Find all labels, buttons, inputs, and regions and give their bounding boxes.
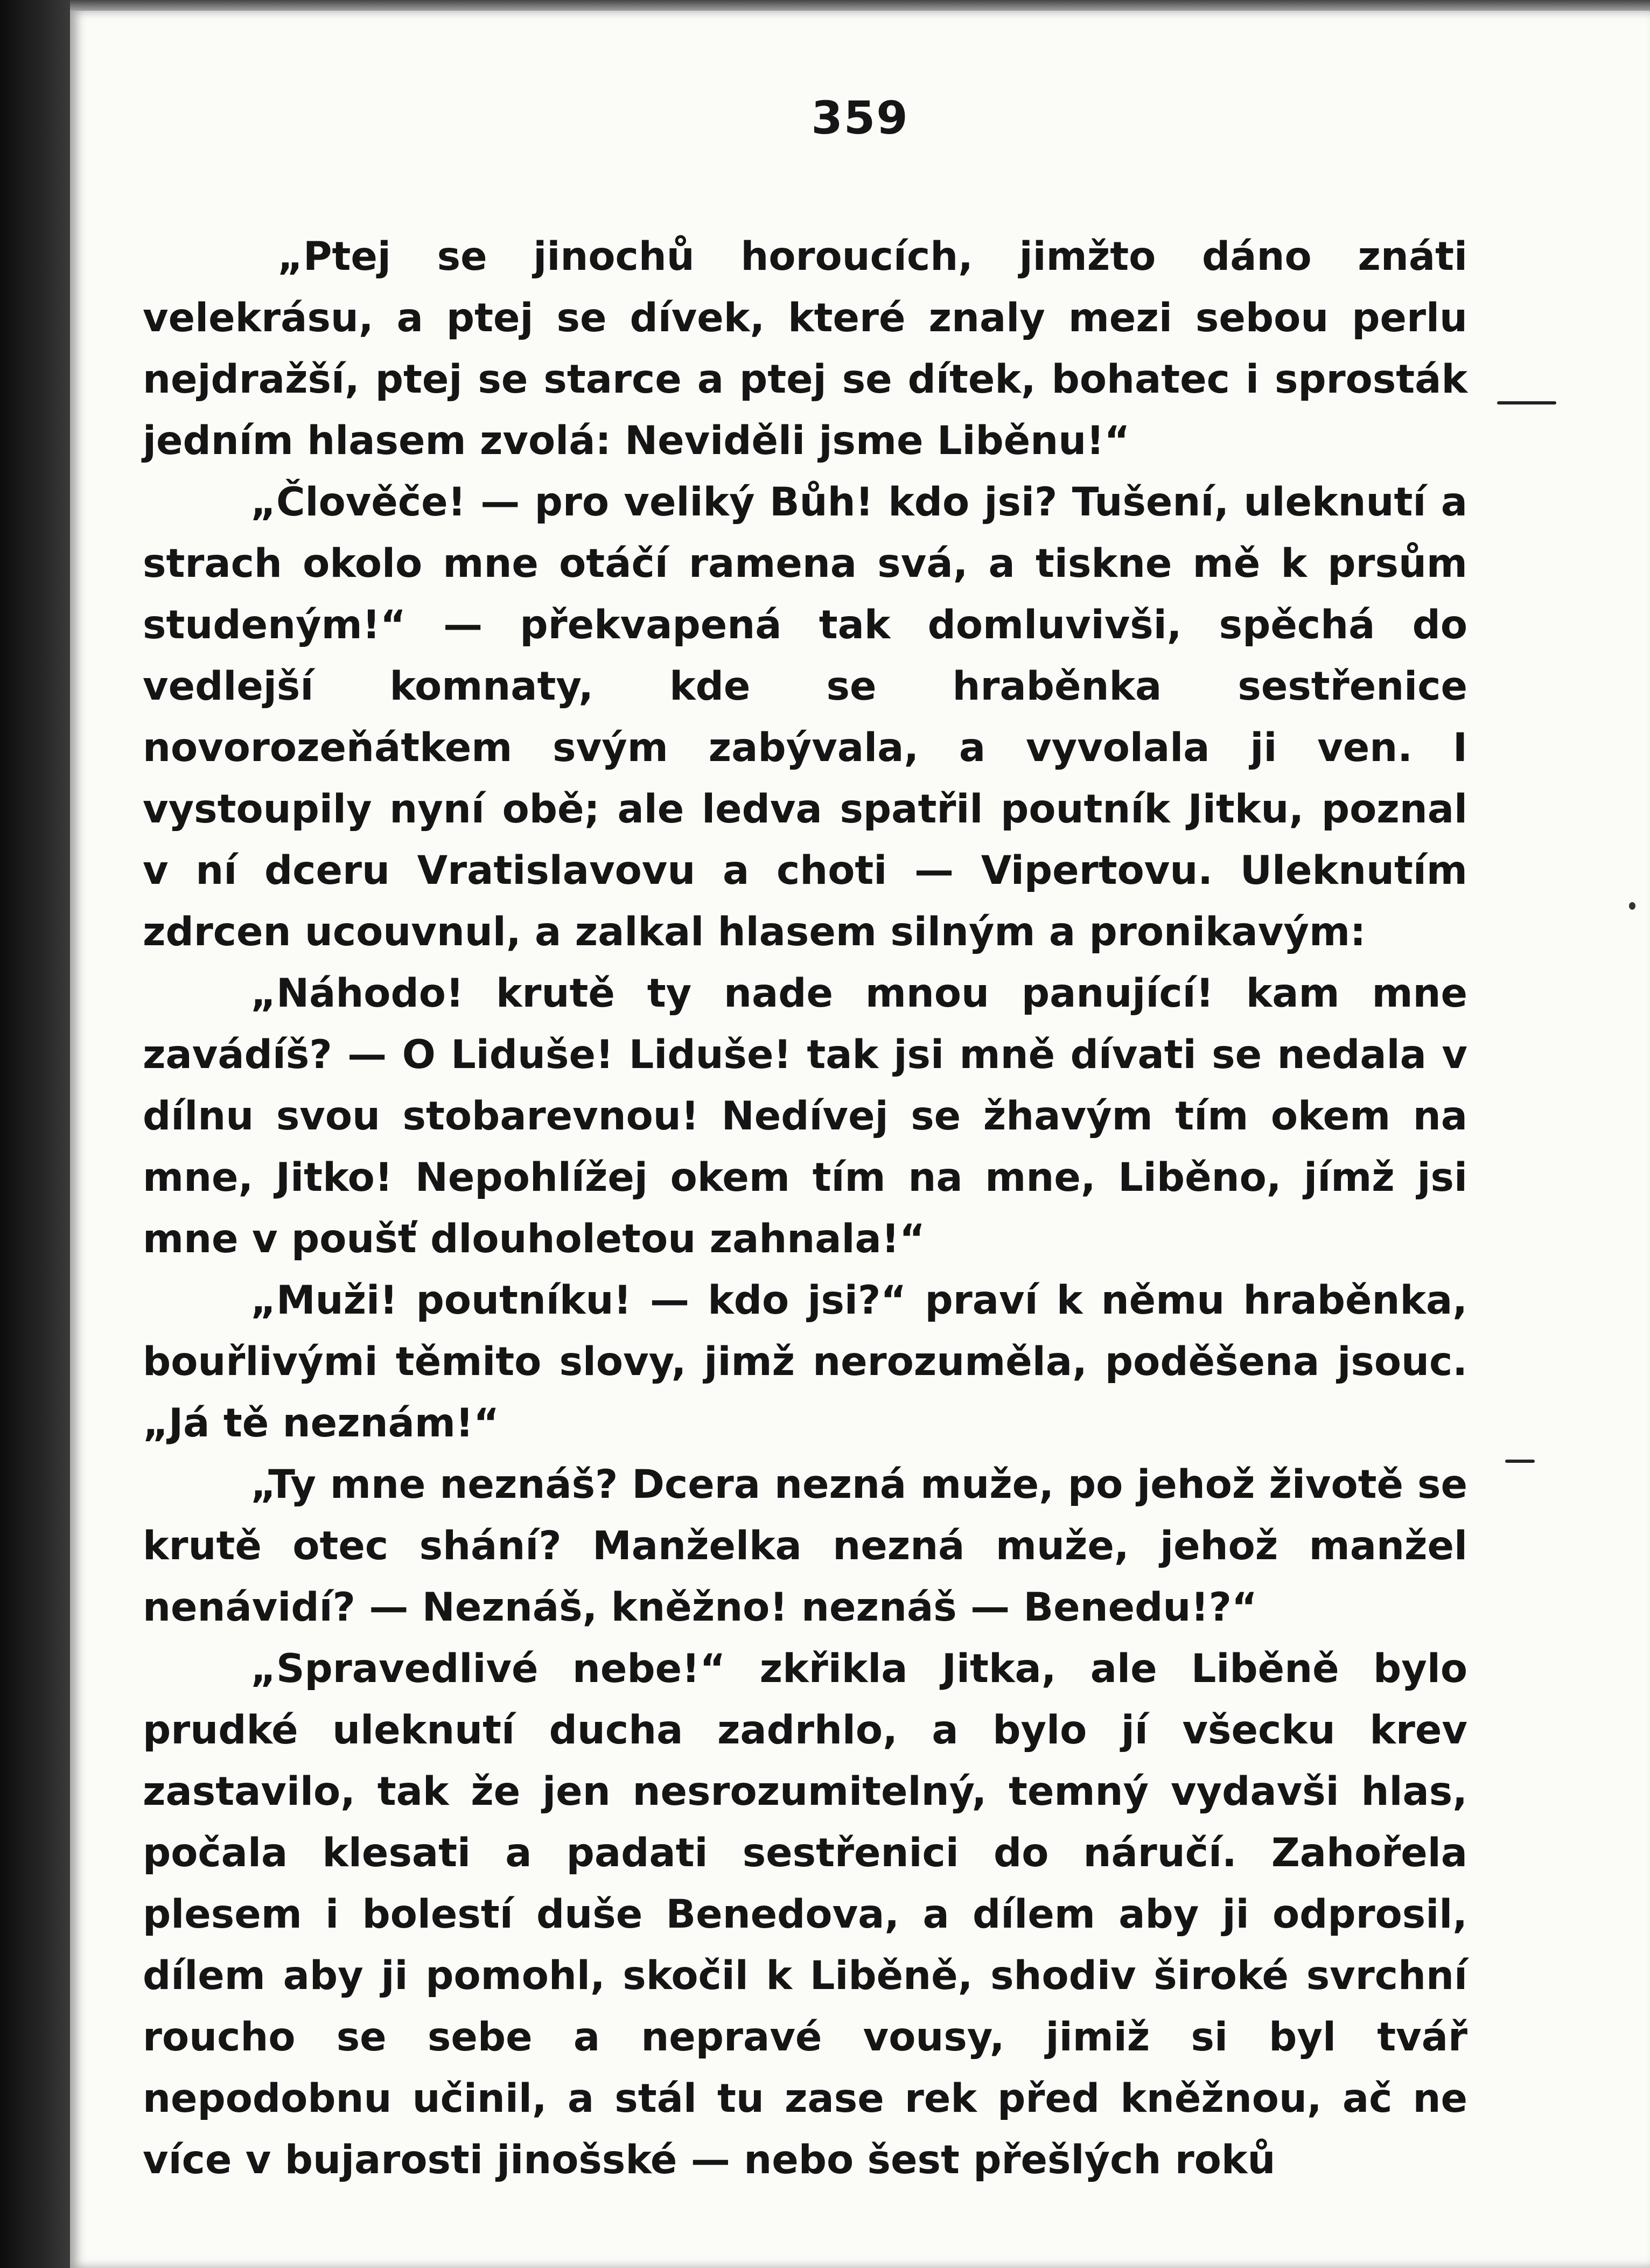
scan-left-edge xyxy=(0,0,70,2268)
paragraph-2: „Člověče! — pro veliký Bůh! kdo jsi? Tušení, uleknutí a strach okolo mne otáčí ramena svá, a tiskne mě k prsům studeným!“ — překvapená tak domluvivši, spěchá do vedlejší komnaty, kde se hraběnka sestřenice novorozeňátkem svým zabývala, a vyvolala ji ven. I vystoupily nyní obě; ale ledva spatřil poutník Jitku, poznal v ní dceru Vratislavovu a choti — Vipertovu. Uleknutím zdrcen ucouvnul, a zalkal hlasem silným a pronikavým: xyxy=(143,479,1467,955)
paragraph-6: „Spravedlivé nebe!“ zkřikla Jitka, ale Liběně bylo prudké uleknutí ducha zadrhlo, a bylo jí všecku krev zastavilo, tak že jen nesrozumitelný, temný vydavši hlas, počala klesati a padati sestřenici do náručí. Zahořela plesem i bolestí duše Benedova, a dílem aby ji odprosil, dílem aby ji pomohl, skočil k Liběně, shodiv široké svrchní roucho se sebe a nepravé vousy, jimiž si byl tvář nepodobnu učinil, a stál tu zase rek před kněžnou, ač ne více v bujarosti jinošské — nebo šest přešlých roků xyxy=(143,1646,1467,2183)
book-page xyxy=(70,11,1650,2268)
paragraph-3: „Náhodo! krutě ty nade mnou panující! kam mne zavádíš? — O Liduše! Liduše! tak jsi mně dívati se nedala v dílnu svou stobarevnou! Nedívej se žhavým tím okem na mne, Jitko! Nepohlížej okem tím na mne, Liběno, jímž jsi mne v poušť dlouholetou zahnala!“ xyxy=(143,971,1467,1262)
paragraph-5: „Ty mne neznáš? Dcera nezná muže, po jehož životě se krutě otec shání? Manželka nezná muže, jehož manžel nenávidí? — Neznáš, kněžno! neznáš — Benedu!?“ xyxy=(143,1462,1467,1630)
paragraph-4: „Muži! poutníku! — kdo jsi?“ praví k němu hraběnka, bouřlivými těmito slovy, jimž nerozuměla, poděšena jsouc. „Já tě neznám!“ xyxy=(143,1278,1467,1446)
page-number: 359 xyxy=(811,92,909,144)
page-body-text xyxy=(143,226,1467,2191)
margin-pencil-mark xyxy=(1505,1460,1535,1463)
paragraph-1: „Ptej se jinochů horoucích, jimžto dáno znáti velekrásu, a ptej se dívek, které znaly mezi sebou perlu nejdražší, ptej se starce a ptej se dítek, bohatec i sprosták jedním hlasem zvolá: Neviděli jsme Liběnu!“ xyxy=(143,234,1467,464)
paper-speck xyxy=(1629,902,1635,910)
margin-pencil-mark xyxy=(1497,401,1556,404)
